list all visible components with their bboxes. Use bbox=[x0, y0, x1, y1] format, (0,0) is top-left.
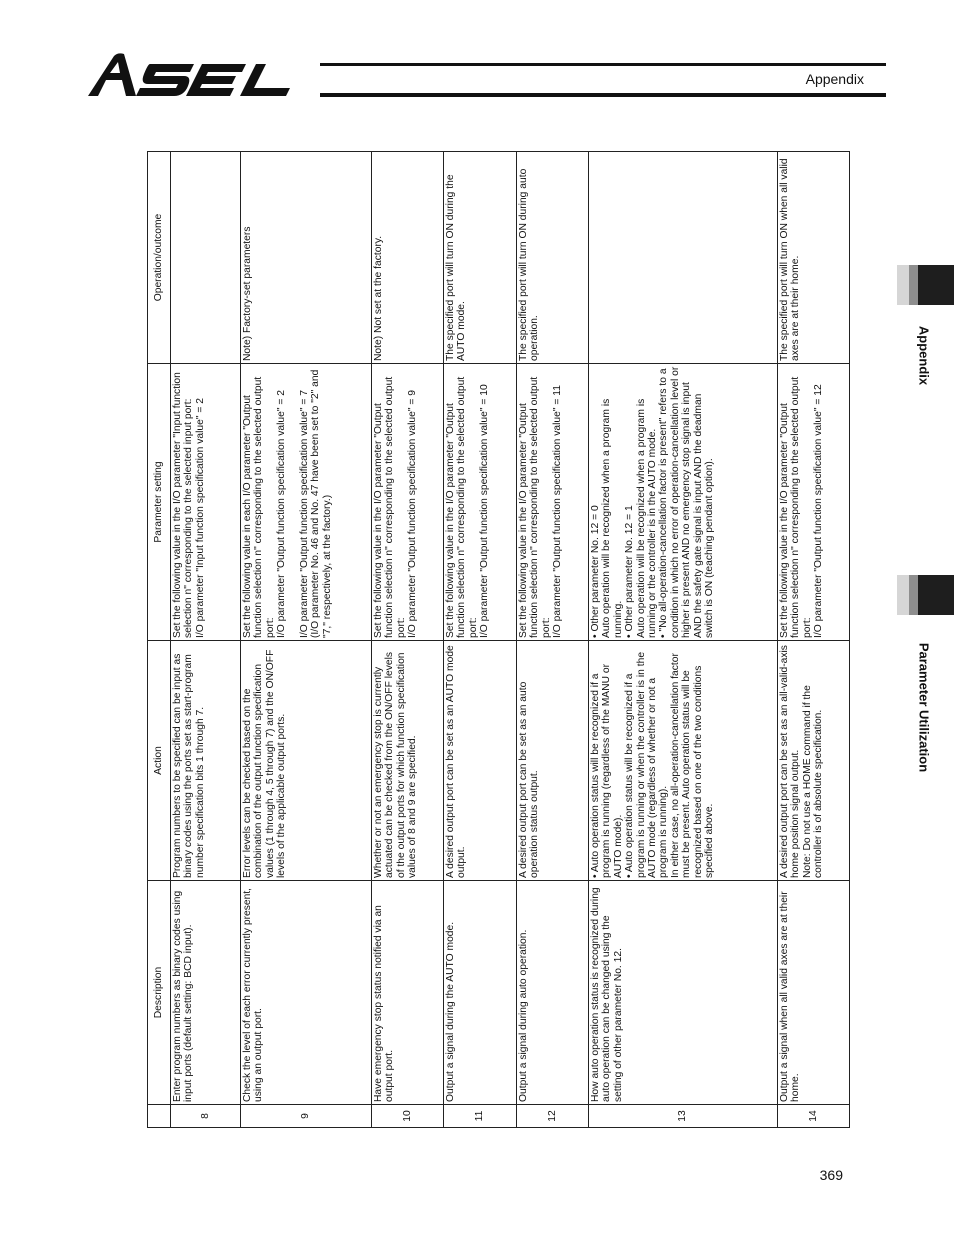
row-outcome bbox=[171, 152, 241, 364]
row-action: A desired output port can be set as an AUTO mode output. bbox=[444, 641, 517, 881]
row-description: Have emergency stop status notified via an output port. bbox=[372, 881, 444, 1105]
row-parameter-setting: Set the following value in the I/O parameter "Output function selection n" corresponding to the selected output port: I/O parameter "Output function specification value" = 9 bbox=[372, 364, 444, 641]
row-action: Whether or not an emergency stop is currently actuated can be checked from the ON/OFF levels of the output ports for which function specification values of 8 and 9 are specified. bbox=[372, 641, 444, 881]
table-row bbox=[444, 152, 517, 1128]
table-row bbox=[778, 152, 850, 1128]
appendix-tab-marker bbox=[897, 265, 954, 305]
row-parameter-setting: Set the following value in the I/O parameter "Input function selection n" corresponding to the selected input port: I/O parameter "Input function specification value" = 2 bbox=[171, 364, 241, 641]
row-description: Enter program numbers as binary codes using input ports (default setting: BCD input). bbox=[171, 881, 241, 1105]
row-parameter-setting: • Other parameter No. 12 = 0 Auto operation will be recognized when a program is running. • Other parameter No. 12 = 1 Auto operation will be recognized when a program is running or the controller is in the AUTO mode. • "No all-operation-cancellation factor is present" refers to a condition in which no error of operation-cancellation level or higher is present AND no emergency stop signal is input AND the safety gate signal is input AND the deadman switch is ON (teaching pendant option). bbox=[589, 364, 778, 641]
row-action: A desired output port can be set as an all-valid-axis home position signal output. Note: Do not use a HOME command if the controller is of absolute specification. bbox=[778, 641, 850, 881]
row-number: 13 bbox=[589, 1105, 778, 1128]
row-action: Error levels can be checked based on the combination of the output function specification values (1 through 4, 5 through 7) and the ON/OFF levels of the applicable output ports. bbox=[241, 641, 372, 881]
col-header-parameter-setting: Parameter setting bbox=[148, 364, 171, 641]
row-description: Output a signal during auto operation. bbox=[517, 881, 589, 1105]
row-outcome: Note) Factory-set parameters bbox=[241, 152, 372, 364]
row-description: Output a signal when all valid axes are at their home. bbox=[778, 881, 850, 1105]
col-header-action: Action bbox=[148, 641, 171, 881]
side-tab-appendix: Appendix bbox=[916, 325, 932, 386]
parameter-table bbox=[147, 151, 850, 1128]
col-header-operation-outcome: Operation/outcome bbox=[148, 152, 171, 364]
row-action: Program numbers to be specified can be input as binary codes using the ports set as start-program number specification bits 1 through 7. bbox=[171, 641, 241, 881]
header-rule-top bbox=[320, 63, 886, 66]
asel-logo bbox=[84, 50, 324, 98]
row-parameter-setting: Set the following value in the I/O parameter "Output function selection n" corresponding to the selected output port: I/O parameter "Output function specification value" = 10 bbox=[444, 364, 517, 641]
row-number: 8 bbox=[171, 1105, 241, 1128]
row-action: A desired output port can be set as an auto operation status output. bbox=[517, 641, 589, 881]
row-action: • Auto operation status will be recognized if a program is running (regardless of the MANU or AUTO mode). • Auto operation status will be recognized if a program is running or when the controller is in the AUTO mode (regardless of whether or not a program is running). In either case, no all-operation-cancellation factor must be present. Auto operation status will be recognized based on one of the two conditions specified above. bbox=[589, 641, 778, 881]
row-parameter-setting: Set the following value in the I/O parameter "Output function selection n" corresponding to the selected output port: I/O parameter "Output function specification value" = 12 bbox=[778, 364, 850, 641]
table-header-row bbox=[148, 152, 171, 1128]
row-description: Output a signal during the AUTO mode. bbox=[444, 881, 517, 1105]
row-outcome: The specified port will turn ON during auto operation. bbox=[517, 152, 589, 364]
row-number: 10 bbox=[372, 1105, 444, 1128]
row-description: How auto operation status is recognized during auto operation can be changed using the setting of other parameter No. 12. bbox=[589, 881, 778, 1105]
row-number: 12 bbox=[517, 1105, 589, 1128]
row-outcome: The specified port will turn ON during the AUTO mode. bbox=[444, 152, 517, 364]
row-description: Check the level of each error currently present, using an output port. bbox=[241, 881, 372, 1105]
row-outcome: The specified port will turn ON when all valid axes are at their home. bbox=[778, 152, 850, 364]
parameter-utilization-tab-marker bbox=[897, 575, 954, 615]
table-row bbox=[171, 152, 241, 1128]
col-header-description: Description bbox=[148, 881, 171, 1105]
side-tab-parameter-utilization: Parameter Utilization bbox=[916, 642, 932, 773]
header-section-label: Appendix bbox=[805, 71, 864, 87]
row-outcome bbox=[589, 152, 778, 364]
parameter-table-container bbox=[147, 152, 849, 1128]
table-row bbox=[589, 152, 778, 1128]
col-header-number bbox=[148, 1105, 171, 1128]
header-rule-bottom bbox=[320, 93, 886, 97]
row-outcome: Note) Not set at the factory. bbox=[372, 152, 444, 364]
row-number: 9 bbox=[241, 1105, 372, 1128]
row-number: 11 bbox=[444, 1105, 517, 1128]
row-parameter-setting: Set the following value in each I/O parameter "Output function selection n" corresponding to the selected output port: I/O parameter "Output function specification value" = 2 I/O parameter "Output function specification value" = 7 (I/O parameter No. 46 and No. 47 have been set to "2" and "7," respectively, at the factory.) bbox=[241, 364, 372, 641]
page-number: 369 bbox=[819, 1167, 843, 1183]
row-number: 14 bbox=[778, 1105, 850, 1128]
table-row bbox=[517, 152, 589, 1128]
row-parameter-setting: Set the following value in the I/O parameter "Output function selection n" corresponding to the selected output port: I/O parameter "Output function specification value" = 11 bbox=[517, 364, 589, 641]
table-row bbox=[241, 152, 372, 1128]
table-row bbox=[372, 152, 444, 1128]
